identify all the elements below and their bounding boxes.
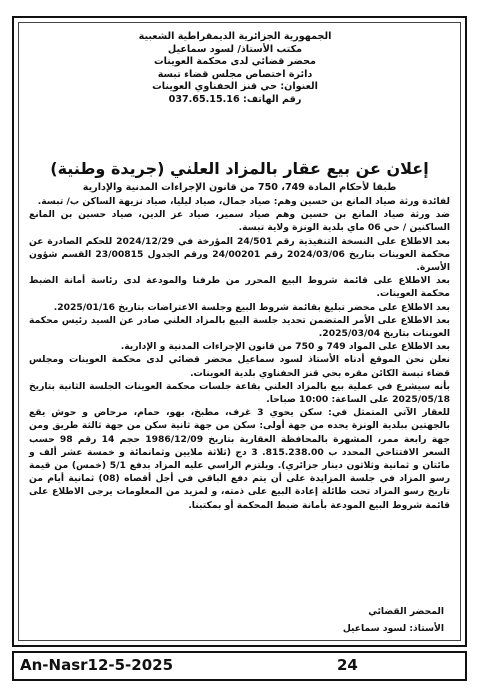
signature-name: الأستاذ: لسود سماعيل	[342, 623, 444, 634]
header-line-office: مكتب الأستاذ/ لسود سماعيل	[167, 43, 303, 55]
signature-block	[343, 603, 444, 637]
paragraph-beneficiaries: لفائدة ورثة صياد المانع بن حسين وهم: صياد جمال، صياد ليليا، صياد نزيهة الساكن ب/ تبسة.	[37, 196, 450, 207]
notice-frame	[12, 16, 467, 647]
header-line-jurisdiction: دائرة اختصاص مجلس قضاء تبسة	[157, 68, 313, 80]
notice-inner-border	[18, 22, 461, 641]
paragraph-articles: بعد الاطلاع على المواد 749 و 750 من قانون الإجراءات المدنية و الإدارية.	[120, 341, 450, 353]
paragraph-judgment: بعد الاطلاع على النسخة التنفيذية رقم 24/501 المؤرخة في 2024/12/29 للحكم الصادرة عن محكمة العوينات بتاريخ 2024/03/06 رقم 24/00201 ورقم الجدول 23/00815 القسم شؤون الأسرة.	[29, 235, 451, 274]
page-number: 24	[337, 656, 358, 674]
header-line-phone: رقم الهاتف: 037.65.15.16	[168, 93, 302, 105]
paragraph-conditions: بعد الاطلاع على قائمة شروط البيع المحرر من طرفنا والمودعة لدى رئاسة أمانة الضبط محكمة العوينات.	[29, 275, 450, 300]
header-line-bailiff: محضر قضائي لدى محكمة العوينات	[154, 56, 316, 68]
paragraph-property: للعقار الآتي المتمثل في: سكن يحوي 3 غرف، مطبخ، بهو، حمام، مرحاض و حوش يقع بالجهتين ببلدية الونزة يحده من جهة أولى: سكن من جهة ثانية سكن من جهة ثالثة طريق ومن جهة رابعة ممر، المشهرة بالمحافظة العقارية بتاريخ 1986/12/09 حجم 14 رقم 98 حسب السعر الافتتاحي المحدد ب 815.238.00. 3 دج (ثلاثة ملايين وثمانمائة و خمسة عشر ألف و مائتان و ثمانية وثلاثون دينار جزائري). ويلتزم الراسي عليه المزاد بدفع 5/1 (خمس) من قيمة رسو المزاد في جلسة المزايدة على أن يتم دفع الباقي في أجل أقصاه (08) ثمانية أيام من تاريخ رسو المزاد تحت طائلة إعادة البيع على ذمته، و لمزيد من المعلومات يرجى الاطلاع على قائمة شروط البيع المودعة بأمانة ضبط المحكمة أو بمكتبنا.	[29, 407, 451, 511]
paragraph-defendants: ضد ورثة صياد المانع بن حسين وهم صياد سمير، صياد عز الدين، صياد حسين بن المانع الساكنين / حي 06 ماي بلدية الونزة ولاية تبسة.	[29, 209, 450, 234]
notice-header	[130, 31, 340, 107]
paragraph-announcement: نعلن نحن الموقع أدناه الأستاذ لسود سماعيل محضر قضائي لدى محكمة العوينات ومجلس قضاء تبسة الكائن مقره بحي قنز الحفناوي بلدية العوينات.	[29, 354, 450, 379]
signature-role: المحضر القضائي	[368, 606, 444, 617]
header-line-address: العنوان: حي قنز الحفناوي العوينات	[152, 81, 318, 93]
paragraph-notification: بعد الاطلاع على محضر تبليغ بقائمة شروط البيع وجلسة الاعتراضات بتاريخ 2025/01/16.	[53, 301, 450, 313]
notice-subtitle: طبقا لأحكام المادة 749، 750 من قانون الإجراءات المدنية والإدارية	[82, 182, 397, 193]
header-line-republic: الجمهورية الجزائرية الديمقراطية الشعبية	[138, 31, 332, 42]
paragraph-order: بعد الاطلاع على الأمر المتضمن تحديد جلسة البيع بالمزاد العلني صادر عن السيد رئيس محكمة العوينات بتاريخ 2025/03/04.	[29, 314, 450, 340]
notice-body	[29, 195, 450, 512]
publication-date: An-Nasr12-5-2025	[20, 656, 174, 674]
paragraph-auction-date: بأنه سيشرع في عملية بيع بالمزاد العلني بقاعة جلسات محكمة العوينات الجلسة الثانية بتاريخ 2025/05/18 على الساعة: 10:00 صباحا.	[29, 380, 450, 406]
footer-bar	[12, 651, 467, 681]
notice-title: إعلان عن بيع عقار بالمزاد العلني (جريدة وطنية)	[50, 159, 429, 178]
